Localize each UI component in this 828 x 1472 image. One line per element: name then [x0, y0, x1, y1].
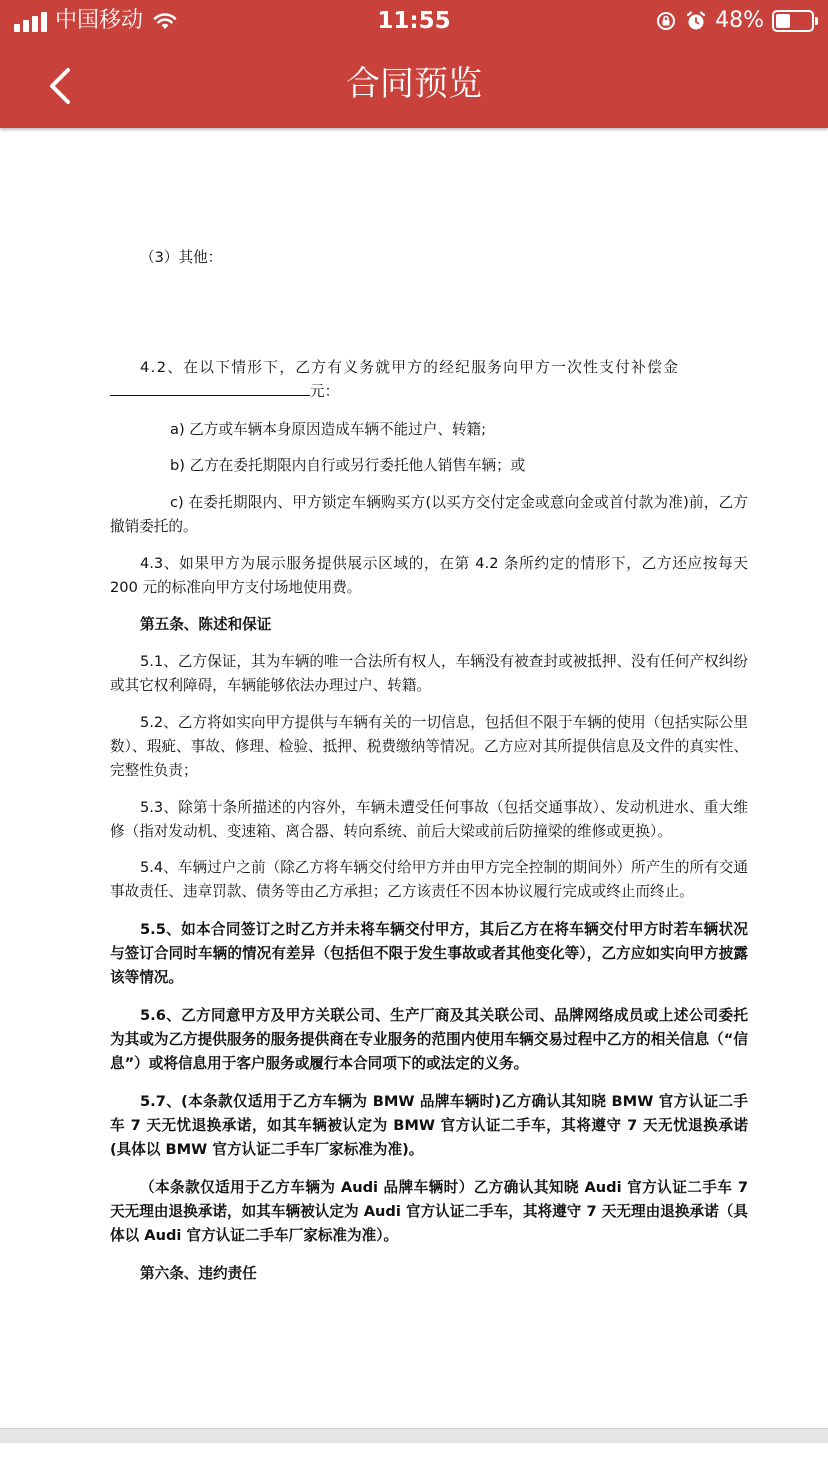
status-right [655, 8, 814, 34]
clause-5-6: 5.6、乙方同意甲方及甲方关联公司、生产厂商及其关联公司、品牌网络成员或上述公司委托为其或为乙方提供服务的服务提供商在专业服务的范围内使用车辆交易过程中乙方的相关信息（“信息”）或将信息用于客户服务或履行本合同项下的或法定的义务。 [110, 1007, 748, 1072]
clause-4-2-text: 4.2、在以下情形下，乙方有义务就甲方的经纪服务向甲方一次性支付补偿金 [140, 359, 680, 376]
section-6-heading: 第六条、违约责任 [140, 1265, 257, 1282]
amount-unit: 元： [310, 383, 340, 400]
clause-5-4: 5.4、车辆过户之前（除乙方将车辆交付给甲方并由甲方完全控制的期间外）所产生的所有交通事故责任、违章罚款、债务等由乙方承担；乙方该责任不因本协议履行完成或终止而终止。 [110, 859, 748, 900]
clause-5-3: 5.3、除第十条所描述的内容外，车辆未遭受任何事故（包括交通事故）、发动机进水、重大维修（指对发动机、变速箱、离合器、转向系统、前后大梁或前后防撞梁的维修或更换）。 [110, 799, 748, 840]
clause-5-7-audi: （本条款仅适用于乙方车辆为 Audi 品牌车辆时）乙方确认其知晓 Audi 官方认证二手车 7 天无理由退换承诺，如其车辆被认定为 Audi 官方认证二手车，其将遵守 7 天无理由退换承诺（具体以 Audi 官方认证二手车厂家标准为准）。 [110, 1179, 748, 1244]
status-bar [0, 0, 828, 44]
battery-percent: 48% [715, 8, 764, 33]
status-time: 11:55 [377, 8, 451, 34]
clause-5-1: 5.1、乙方保证，其为车辆的唯一合法所有权人，车辆没有被查封或被抵押、没有任何产权纠纷或其它权利障碍，车辆能够依法办理过户、转籍。 [110, 653, 748, 694]
clause-other: （3）其他： [140, 249, 223, 266]
battery-fill [776, 14, 790, 28]
page-title: 合同预览 [346, 64, 482, 104]
carrier-name: 中国移动 [55, 8, 144, 33]
orientation-lock-icon [655, 10, 677, 32]
clause-5-5: 5.5、如本合同签订之时乙方并未将车辆交付甲方，其后乙方在将车辆交付甲方时若车辆状况与签订合同时车辆的情况有差异（包括但不限于发生事故或者其他变化等），乙方应如实向甲方披露该等情况。 [110, 921, 748, 986]
nav-bar [0, 44, 828, 128]
clause-4-3: 4.3、如果甲方为展示服务提供展示区域的，在第 4.2 条所约定的情形下，乙方还应按每天 200 元的标准向甲方支付场地使用费。 [110, 555, 748, 596]
clause-5-7: 5.7、(本条款仅适用于乙方车辆为 BMW 品牌车辆时)乙方确认其知晓 BMW 官方认证二手车 7 天无忧退换承诺，如其车辆被认定为 BMW 官方认证二手车，其将遵守 7 天无忧退换承诺(具体以 BMW 官方认证二手车厂家标准为准)。 [110, 1093, 748, 1158]
clause-4-2-c: c) 在委托期限内、甲方锁定车辆购买方(以买方交付定金或意向金或首付款为准)前，乙方撤销委托的。 [110, 494, 748, 535]
section-5-heading: 第五条、陈述和保证 [140, 616, 272, 633]
bottom-divider [0, 1428, 828, 1443]
clause-4-2-amount [110, 380, 748, 404]
clause-5-2: 5.2、乙方将如实向甲方提供与车辆有关的一切信息，包括但不限于车辆的使用（包括实际公里数）、瑕疵、事故、修理、检验、抵押、税费缴纳等情况。乙方应对其所提供信息及文件的真实性、完整性负责； [110, 714, 748, 779]
clause-4-2 [110, 356, 748, 380]
battery-icon [772, 10, 814, 32]
alarm-icon [685, 10, 707, 32]
clause-4-2-a: a) 乙方或车辆本身原因造成车辆不能过户、转籍; [170, 421, 487, 438]
clause-4-2-b: b) 乙方在委托期限内自行或另行委托他人销售车辆；或 [170, 457, 526, 474]
amount-blank [110, 381, 310, 396]
